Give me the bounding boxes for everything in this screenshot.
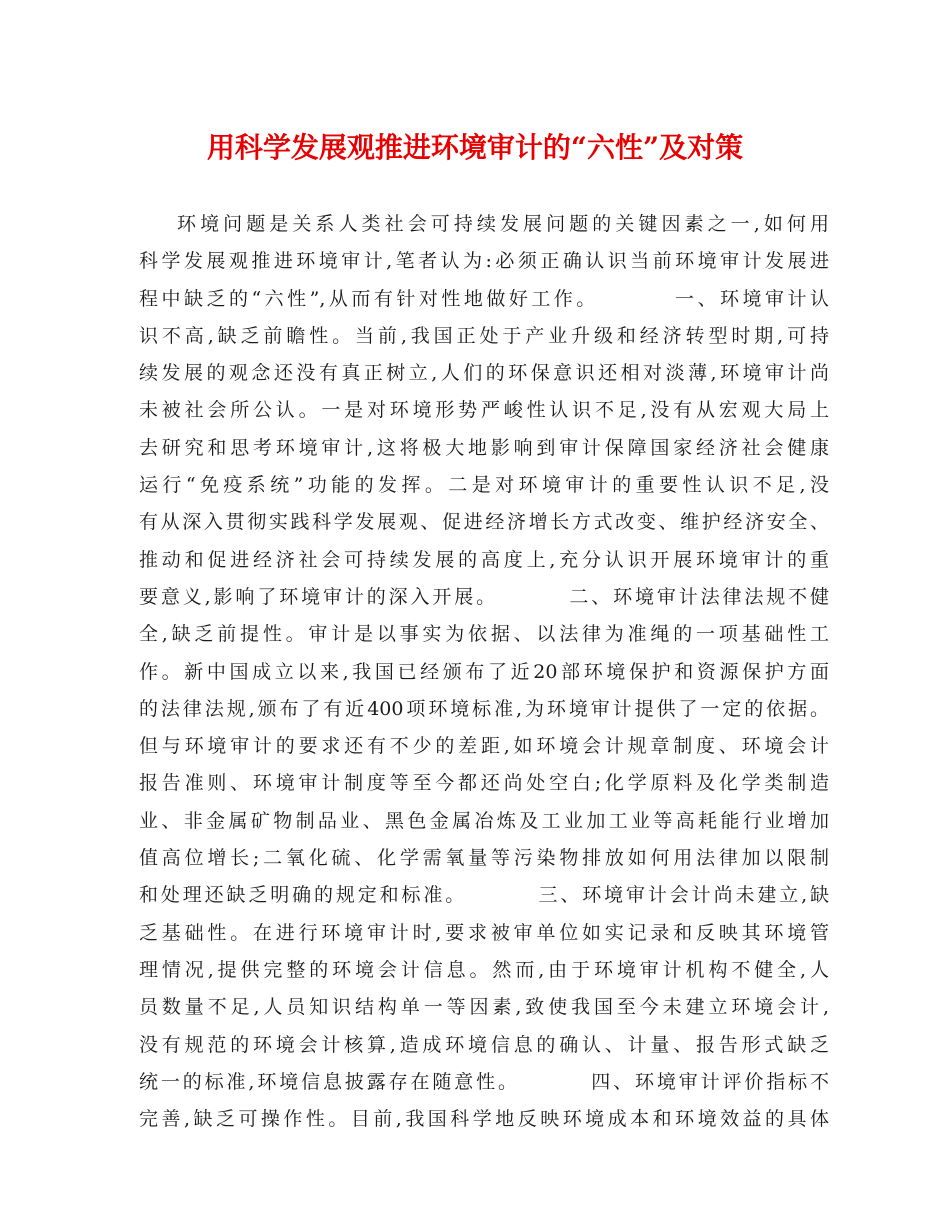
- text-line: 识不高,缺乏前瞻性。当前,我国正处于产业升级和经济转型时期,可持: [139, 324, 829, 347]
- text-line: 全,缺乏前提性。审计是以事实为依据、以法律为准绳的一项基础性工: [139, 623, 829, 646]
- text-line: 推动和促进经济社会可持续发展的高度上,充分认识开展环境审计的重: [139, 548, 829, 571]
- text-line: 完善,缺乏可操作性。目前,我国科学地反映环境成本和环境效益的具体: [139, 1108, 829, 1131]
- text-line: 的法律法规,颁布了有近400项环境标准,为环境审计提供了一定的依据。: [139, 697, 829, 720]
- text-line: 运行“免疫系统”功能的发挥。二是对环境审计的重要性认识不足,没: [139, 474, 829, 497]
- text-line: 理情况,提供完整的环境会计信息。然而,由于环境审计机构不健全,人: [139, 958, 829, 981]
- text-line: 乏基础性。在进行环境审计时,要求被审单位如实记录和反映其环境管: [139, 921, 829, 944]
- text-line: 没有规范的环境会计核算,造成环境信息的确认、计量、报告形式缺乏: [139, 1033, 829, 1056]
- text-line: 但与环境审计的要求还有不少的差距,如环境会计规章制度、环境会计: [139, 735, 829, 758]
- text-line: 报告准则、环境审计制度等至今都还尚处空白;化学原料及化学类制造: [139, 772, 829, 795]
- text-line: 程中缺乏的“六性”,从而有针对性地做好工作。 一、环境审计认: [139, 287, 829, 310]
- text-line: 作。新中国成立以来,我国已经颁布了近20部环境保护和资源保护方面: [139, 660, 829, 683]
- text-line: 要意义,影响了环境审计的深入开展。 二、环境审计法律法规不健: [139, 585, 829, 608]
- text-line: 和处理还缺乏明确的规定和标准。 三、环境审计会计尚未建立,缺: [139, 884, 829, 907]
- text-line: 有从深入贯彻实践科学发展观、促进经济增长方式改变、维护经济安全、: [139, 511, 829, 534]
- text-line: 业、非金属矿物制品业、黑色金属冶炼及工业加工业等高耗能行业增加: [139, 809, 829, 832]
- text-line: 环境问题是关系人类社会可持续发展问题的关键因素之一,如何用: [177, 213, 829, 235]
- text-line: 未被社会所公认。一是对环境形势严峻性认识不足,没有从宏观大局上: [139, 399, 829, 422]
- text-line: 续发展的观念还没有真正树立,人们的环保意识还相对淡薄,环境审计尚: [139, 362, 829, 385]
- text-line: 科学发展观推进环境审计,笔者认为:必须正确认识当前环境审计发展进: [139, 250, 829, 273]
- text-line: 员数量不足,人员知识结构单一等因素,致使我国至今未建立环境会计,: [139, 996, 829, 1019]
- document-body: [139, 206, 829, 1138]
- document-title: 用科学发展观推进环境审计的“六性”及对策: [206, 131, 744, 164]
- text-line: 去研究和思考环境审计,这将极大地影响到审计保障国家经济社会健康: [139, 436, 829, 459]
- text-line: 统一的标准,环境信息披露存在随意性。 四、环境审计评价指标不: [139, 1070, 829, 1093]
- text-line: 值高位增长;二氧化硫、化学需氧量等污染物排放如何用法律加以限制: [139, 847, 829, 870]
